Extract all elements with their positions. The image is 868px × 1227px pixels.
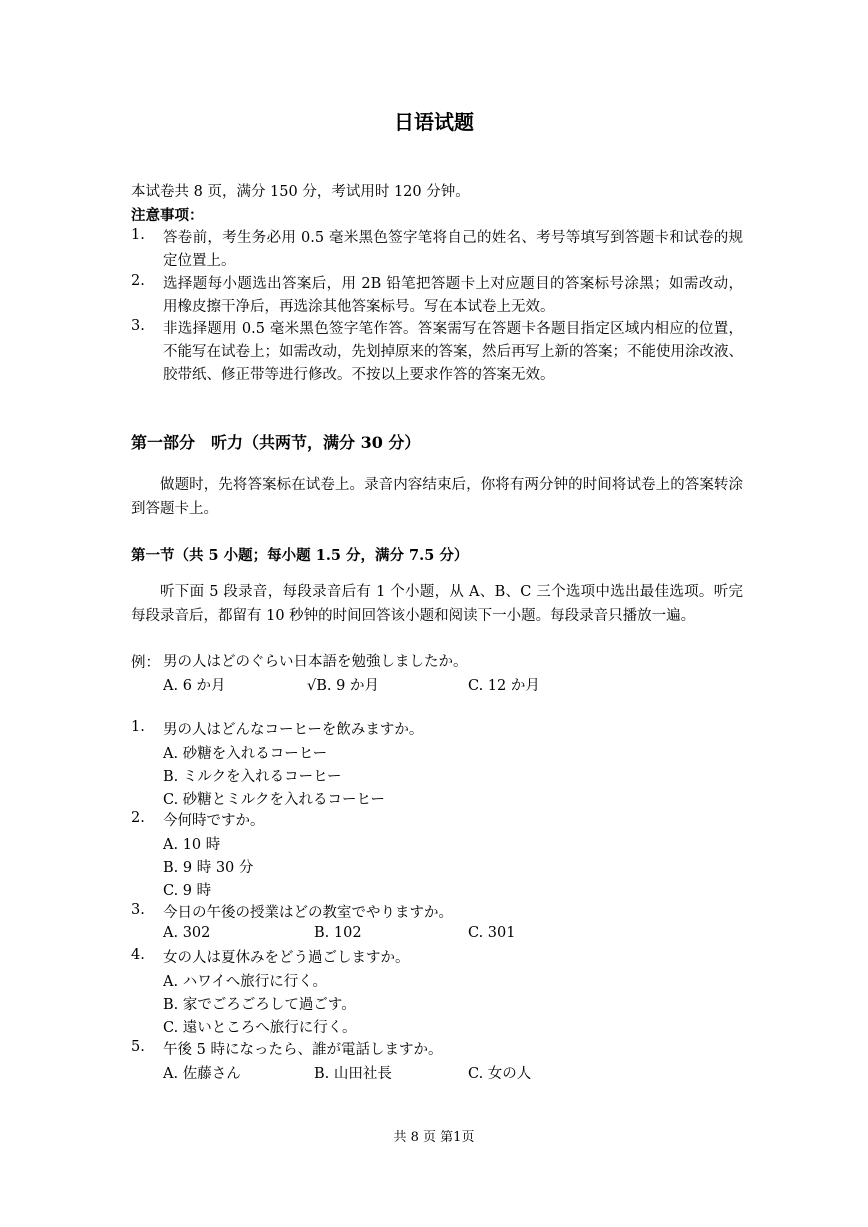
question-item	[131, 810, 743, 902]
example-label: 例：	[131, 655, 160, 671]
question-option: C. 9 時	[163, 883, 212, 899]
example-option-c: C. 12 か月	[468, 678, 540, 694]
notice-item	[131, 227, 743, 273]
question-item	[131, 1039, 743, 1085]
question-number: 3.	[131, 902, 145, 918]
question-option: C. 砂糖とミルクを入れるコーヒー	[163, 792, 385, 808]
question-item	[131, 947, 743, 1039]
notice-item	[131, 318, 743, 387]
question-option: C. 女の人	[468, 1066, 532, 1082]
question-option: A. 砂糖を入れるコーヒー	[163, 746, 328, 762]
notice-text: 非选择题用 0.5 毫米黑色签字笔作答。答案需写在答题卡各题目指定区域内相应的位置，不能写在试卷上；如需改动，先划掉原来的答案，然后再写上新的答案；不能使用涂改液、胶带纸、修正带等进行修改。不按以上要求作答的答案无效。	[163, 321, 743, 383]
question-text: 今何時ですか。	[163, 813, 265, 829]
question-option: B. 9 時 30 分	[163, 860, 254, 876]
page-footer: 共 8 页 第1页	[393, 1130, 475, 1145]
example-question: 男の人はどのぐらい日本語を勉強しましたか。	[163, 654, 468, 670]
part1-heading: 第一部分 听力（共两节，满分 30 分）	[131, 433, 421, 452]
notice-number: 1.	[131, 227, 145, 243]
exam-intro: 本试卷共 8 页，满分 150 分，考试用时 120 分钟。	[131, 184, 470, 200]
question-item	[131, 902, 743, 948]
notice-text: 答卷前，考生务必用 0.5 毫米黑色签字笔将自己的姓名、考号等填写到答题卡和试卷的规定位置上。	[163, 230, 743, 269]
example-option-a: A. 6 か月	[163, 678, 226, 694]
question-text: 午後 5 時になったら、誰が電話しますか。	[163, 1042, 443, 1058]
question-text: 女の人は夏休みをどう過ごしますか。	[163, 950, 410, 966]
part1-instruction: 做题时，先将答案标在试卷上。录音内容结束后，你将有两分钟的时间将试卷上的答案转涂到答题卡上。	[131, 477, 743, 517]
question-option: B. 家でごろごろして過ごす。	[163, 997, 356, 1013]
notice-heading: 注意事项：	[131, 207, 204, 224]
page-title: 日语试题	[394, 110, 474, 134]
question-number: 4.	[131, 947, 145, 963]
question-text: 男の人はどんなコーヒーを飲みますか。	[163, 722, 424, 738]
question-number: 2.	[131, 810, 145, 826]
question-option: B. 山田社長	[314, 1066, 392, 1082]
question-option: C. 301	[468, 925, 516, 941]
question-option: A. ハワイへ旅行に行く。	[163, 974, 327, 990]
question-option: A. 10 時	[163, 837, 221, 853]
question-option: C. 遠いところへ旅行に行く。	[163, 1020, 357, 1036]
notice-item	[131, 273, 743, 319]
question-number: 1.	[131, 719, 145, 735]
question-option: B. ミルクを入れるコーヒー	[163, 769, 342, 785]
notice-number: 3.	[131, 318, 145, 334]
section1-heading: 第一节（共 5 小题；每小题 1.5 分，满分 7.5 分）	[131, 547, 469, 564]
notice-text: 选择题每小题选出答案后，用 2B 铅笔把答题卡上对应题目的答案标号涂黑；如需改动，用橡皮擦干净后，再选涂其他答案标号。写在本试卷上无效。	[163, 276, 743, 315]
question-item	[131, 719, 743, 811]
section1-instruction: 听下面 5 段录音，每段录音后有 1 个小题，从 A、B、C 三个选项中选出最佳选项。听完每段录音后，都留有 10 秒钟的时间回答该小题和阅读下一小题。每段录音只播放一遍。	[131, 584, 743, 624]
question-text: 今日の午後の授業はどの教室でやりますか。	[163, 905, 453, 921]
question-option: A. 302	[163, 925, 211, 941]
example-option-b: √B. 9 か月	[307, 678, 379, 694]
example-item	[131, 651, 743, 697]
notice-number: 2.	[131, 273, 145, 289]
question-option: B. 102	[314, 925, 362, 941]
question-number: 5.	[131, 1039, 145, 1055]
question-option: A. 佐藤さん	[163, 1066, 241, 1082]
